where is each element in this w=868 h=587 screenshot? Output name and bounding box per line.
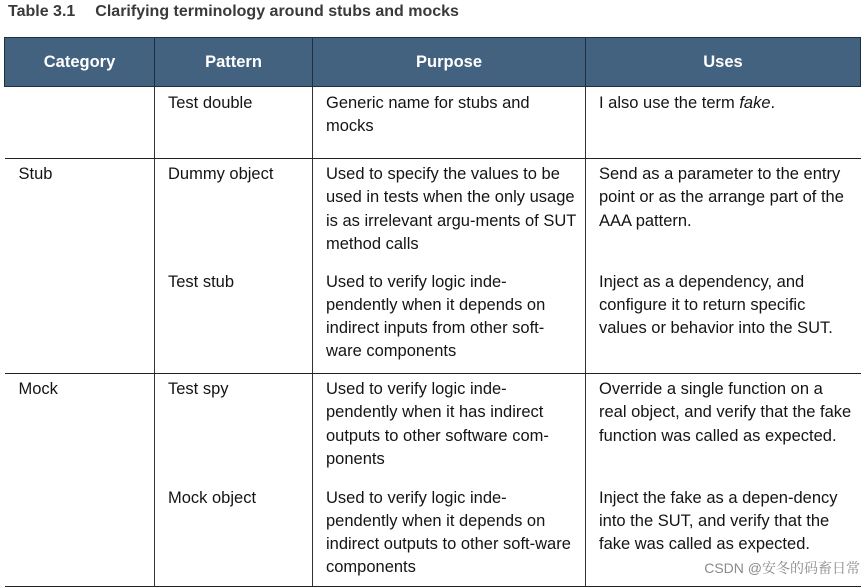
category-cell: Mock bbox=[18, 380, 58, 398]
uses-cell: Send as a parameter to the entry point or as the arrange part of the AAA pattern. bbox=[586, 159, 861, 266]
pattern-cell: Test double bbox=[155, 87, 313, 159]
column-header-category: Category bbox=[5, 38, 155, 87]
purpose-cell: Generic name for stubs and mocks bbox=[313, 87, 586, 159]
uses-emphasis: fake bbox=[739, 94, 771, 112]
uses-text: I also use the term bbox=[599, 94, 740, 112]
header-row bbox=[5, 38, 861, 87]
uses-cell bbox=[586, 87, 861, 159]
pattern-cell: Test stub bbox=[155, 266, 313, 374]
pattern-cell: Mock object bbox=[155, 482, 313, 587]
pattern-cell: Dummy object bbox=[155, 159, 313, 266]
table-number: Table 3.1 bbox=[8, 3, 76, 20]
purpose-cell: Used to verify logic inde-pendently when it has indirect outputs to other software com-ponents bbox=[313, 374, 586, 482]
category-cell bbox=[5, 87, 155, 159]
table-row bbox=[5, 374, 861, 482]
category-cell: Stub bbox=[18, 165, 53, 183]
column-header-pattern: Pattern bbox=[155, 38, 313, 87]
table-row bbox=[5, 87, 861, 159]
category-cell bbox=[5, 266, 155, 374]
uses-text-end: . bbox=[770, 94, 776, 112]
uses-cell: Inject the fake as a depen-dency into the SUT, and verify that the fake was called as expected. bbox=[586, 482, 861, 587]
uses-cell: Inject as a dependency, and configure it to return specific values or behavior into the SUT. bbox=[586, 266, 861, 374]
column-header-uses: Uses bbox=[586, 38, 861, 87]
table-caption bbox=[8, 3, 459, 21]
category-cell bbox=[5, 482, 155, 587]
pattern-cell: Test spy bbox=[155, 374, 313, 482]
table-title: Clarifying terminology around stubs and mocks bbox=[95, 3, 459, 20]
purpose-cell: Used to verify logic inde-pendently when it depends on indirect inputs from other soft-ware components bbox=[313, 266, 586, 374]
uses-cell: Override a single function on a real object, and verify that the fake function was called as expected. bbox=[586, 374, 861, 482]
purpose-cell: Used to verify logic inde-pendently when it depends on indirect outputs to other soft-ware components bbox=[313, 482, 586, 587]
column-header-purpose: Purpose bbox=[313, 38, 586, 87]
terminology-table bbox=[4, 37, 861, 587]
table-row bbox=[5, 159, 861, 266]
table-row bbox=[5, 266, 861, 374]
purpose-cell: Used to specify the values to be used in tests when the only usage is as irrelevant argu-ments of SUT method calls bbox=[313, 159, 586, 266]
watermark: CSDN @安冬的码畜日常 bbox=[704, 560, 860, 576]
